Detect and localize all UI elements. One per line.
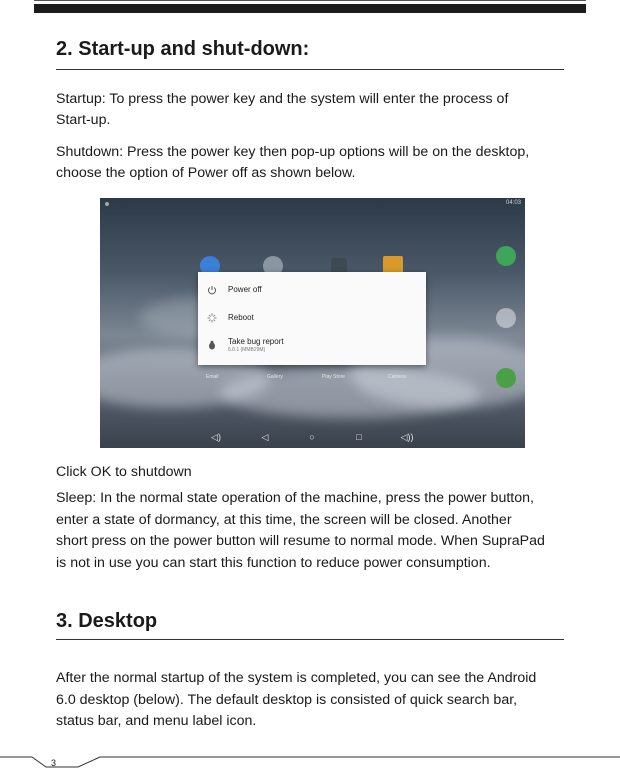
shutdown-line: Shutdown: Press the power key then pop-up options will be on the desktop, — [56, 144, 530, 160]
reboot-label: Reboot — [228, 313, 254, 322]
bug-report-option[interactable] — [198, 332, 426, 360]
side-icon-android[interactable] — [496, 368, 516, 388]
sleep-line: Sleep: In the normal state operation of the machine, press the power button, — [56, 490, 534, 506]
bug-report-label: Take bug report — [228, 337, 284, 346]
click-ok-line: Click OK to shutdown — [56, 464, 192, 480]
startup-paragraph — [56, 89, 566, 131]
navigation-bar — [100, 426, 525, 448]
desktop-line: 6.0 desktop (below). The default desktop is consisted of quick search bar, — [56, 691, 518, 708]
desktop-line: After the normal startup of the system is completed, you can see the Android — [56, 670, 537, 686]
section-2-rule — [56, 69, 564, 70]
sleep-paragraph — [56, 488, 566, 574]
bug-icon — [207, 340, 217, 350]
shutdown-paragraph — [56, 142, 566, 184]
app-label: Gallery — [267, 374, 283, 380]
reboot-icon — [207, 313, 217, 323]
top-border-line — [34, 0, 586, 1]
desktop-line: status bar, and menu label icon. — [56, 713, 257, 729]
recents-icon[interactable]: □ — [356, 432, 362, 442]
status-notification-icon — [105, 202, 109, 206]
side-icon-green[interactable] — [496, 246, 516, 266]
reboot-option[interactable] — [198, 308, 426, 328]
section-2-heading: 2. Start-up and shut-down: — [56, 38, 310, 60]
power-off-label: Power off — [228, 285, 262, 294]
volume-down-icon[interactable]: ◁) — [211, 432, 221, 442]
android-power-menu-screenshot — [100, 198, 525, 448]
sleep-line: is not in use you can start this function to reduce power consumption. — [56, 554, 491, 571]
apps-drawer-icon[interactable] — [496, 308, 516, 328]
startup-line: Startup: To press the power key and the system will enter the process of — [56, 91, 509, 107]
build-number: 6.0.1 (MMB29M) — [228, 347, 266, 353]
top-border-bar — [34, 4, 586, 13]
status-time: 04:03 — [505, 200, 521, 206]
page-number: 3 — [51, 758, 57, 768]
sleep-line: enter a state of dormancy, at this time, the screen will be closed. Another — [56, 511, 512, 528]
desktop-paragraph — [56, 668, 566, 733]
sleep-line: short press on the power button will resume to normal mode. When SupraPad — [56, 533, 545, 549]
power-off-option[interactable] — [198, 280, 426, 300]
back-icon[interactable]: ◁ — [261, 432, 269, 442]
section-3-heading: 3. Desktop — [56, 610, 158, 632]
volume-up-icon[interactable]: ◁)) — [400, 432, 414, 442]
power-options-dialog — [198, 272, 426, 365]
app-label: Play Store — [322, 374, 346, 380]
app-label: Camera — [388, 374, 406, 380]
section-3-rule — [56, 639, 564, 640]
power-icon — [207, 285, 217, 295]
shutdown-line: choose the option of Power off as shown below. — [56, 165, 356, 181]
app-label: Email — [206, 374, 219, 380]
startup-line: Start-up. — [56, 112, 111, 128]
click-ok-text — [56, 462, 566, 483]
footer-tab-line — [0, 752, 620, 768]
home-icon[interactable]: ○ — [309, 432, 315, 442]
